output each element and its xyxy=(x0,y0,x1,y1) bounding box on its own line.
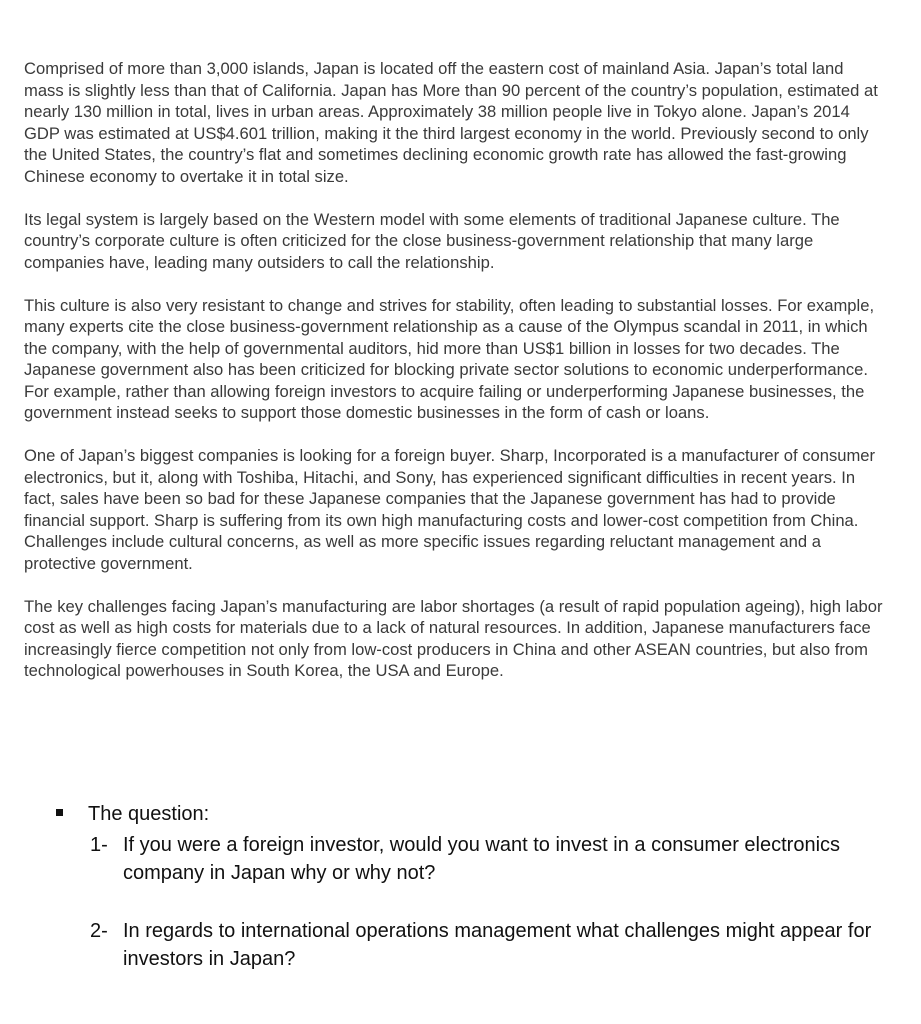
paragraph-japan-overview: Comprised of more than 3,000 islands, Japan is located off the eastern cost of mainland Asia. Japan’s total land mass is slightly less than that of California. Japan has More than 90 percent of the country’s population, estimated at nearly 130 million in total, lives in urban areas. Approximately 38 million people live in Tokyo alone. Japan’s 2014 GDP was estimated at US$4.601 trillion, making it the third largest economy in the world. Previously second to only the United States, the country’s flat and sometimes declining economic growth rate has allowed the fast-growing Chinese economy to overtake it in total size. xyxy=(24,59,878,186)
questions-heading-row xyxy=(56,800,896,828)
square-bullet-icon xyxy=(56,809,63,816)
paragraph-manufacturing-challenges: The key challenges facing Japan’s manufacturing are labor shortages (a result of rapid population ageing), high labor cost as well as high costs for materials due to a lack of natural resources. In addition, Japanese manufacturers face increasingly fierce competition not only from low-cost producers in China and other ASEAN countries, but also from technological powerhouses in South Korea, the USA and Europe. xyxy=(24,596,883,680)
question-text: If you were a foreign investor, would you want to invest in a consumer electronics company in Japan why or why not? xyxy=(123,834,841,884)
paragraph-legal-system: Its legal system is largely based on the Western model with some elements of traditional Japanese culture. The country’s corporate culture is often criticized for the close business-government relationship that many large companies have, leading many outsiders to call the relationship. xyxy=(24,209,840,272)
question-item xyxy=(90,831,896,887)
questions-section xyxy=(56,800,896,973)
question-text: In regards to international operations management what challenges might appear for investors in Japan? xyxy=(123,920,872,970)
paragraph-culture-resistance: This culture is also very resistant to change and strives for stability, often leading to substantial losses. For example, many experts cite the close business-government relationship as a cause of the Olympus scandal in 2011, in which the company, with the help of governmental auditors, hid more than US$1 billion in losses for two decades. The Japanese government also has been criticized for blocking private sector solutions to economic underperformance. For example, rather than allowing foreign investors to acquire failing or underperforming Japanese businesses, the government instead seeks to support those domestic businesses in the form of cash or loans. xyxy=(24,295,875,422)
document-body xyxy=(24,58,886,703)
question-number: 1- xyxy=(90,834,108,856)
paragraph-sharp-buyer: One of Japan’s biggest companies is looking for a foreign buyer. Sharp, Incorporated is a manufacturer of consumer electronics, but it, along with Toshiba, Hitachi, and Sony, has experienced significant difficulties in recent years. In fact, sales have been so bad for these Japanese companies that the Japanese government has had to provide financial support. Sharp is suffering from its own high manufacturing costs and lower-cost competition from China. Challenges include cultural concerns, as well as more specific issues regarding reluctant management and a protective government. xyxy=(24,446,876,573)
questions-heading: The question: xyxy=(88,803,210,825)
question-list xyxy=(90,831,896,973)
question-number: 2- xyxy=(90,920,108,942)
question-item xyxy=(90,917,896,973)
